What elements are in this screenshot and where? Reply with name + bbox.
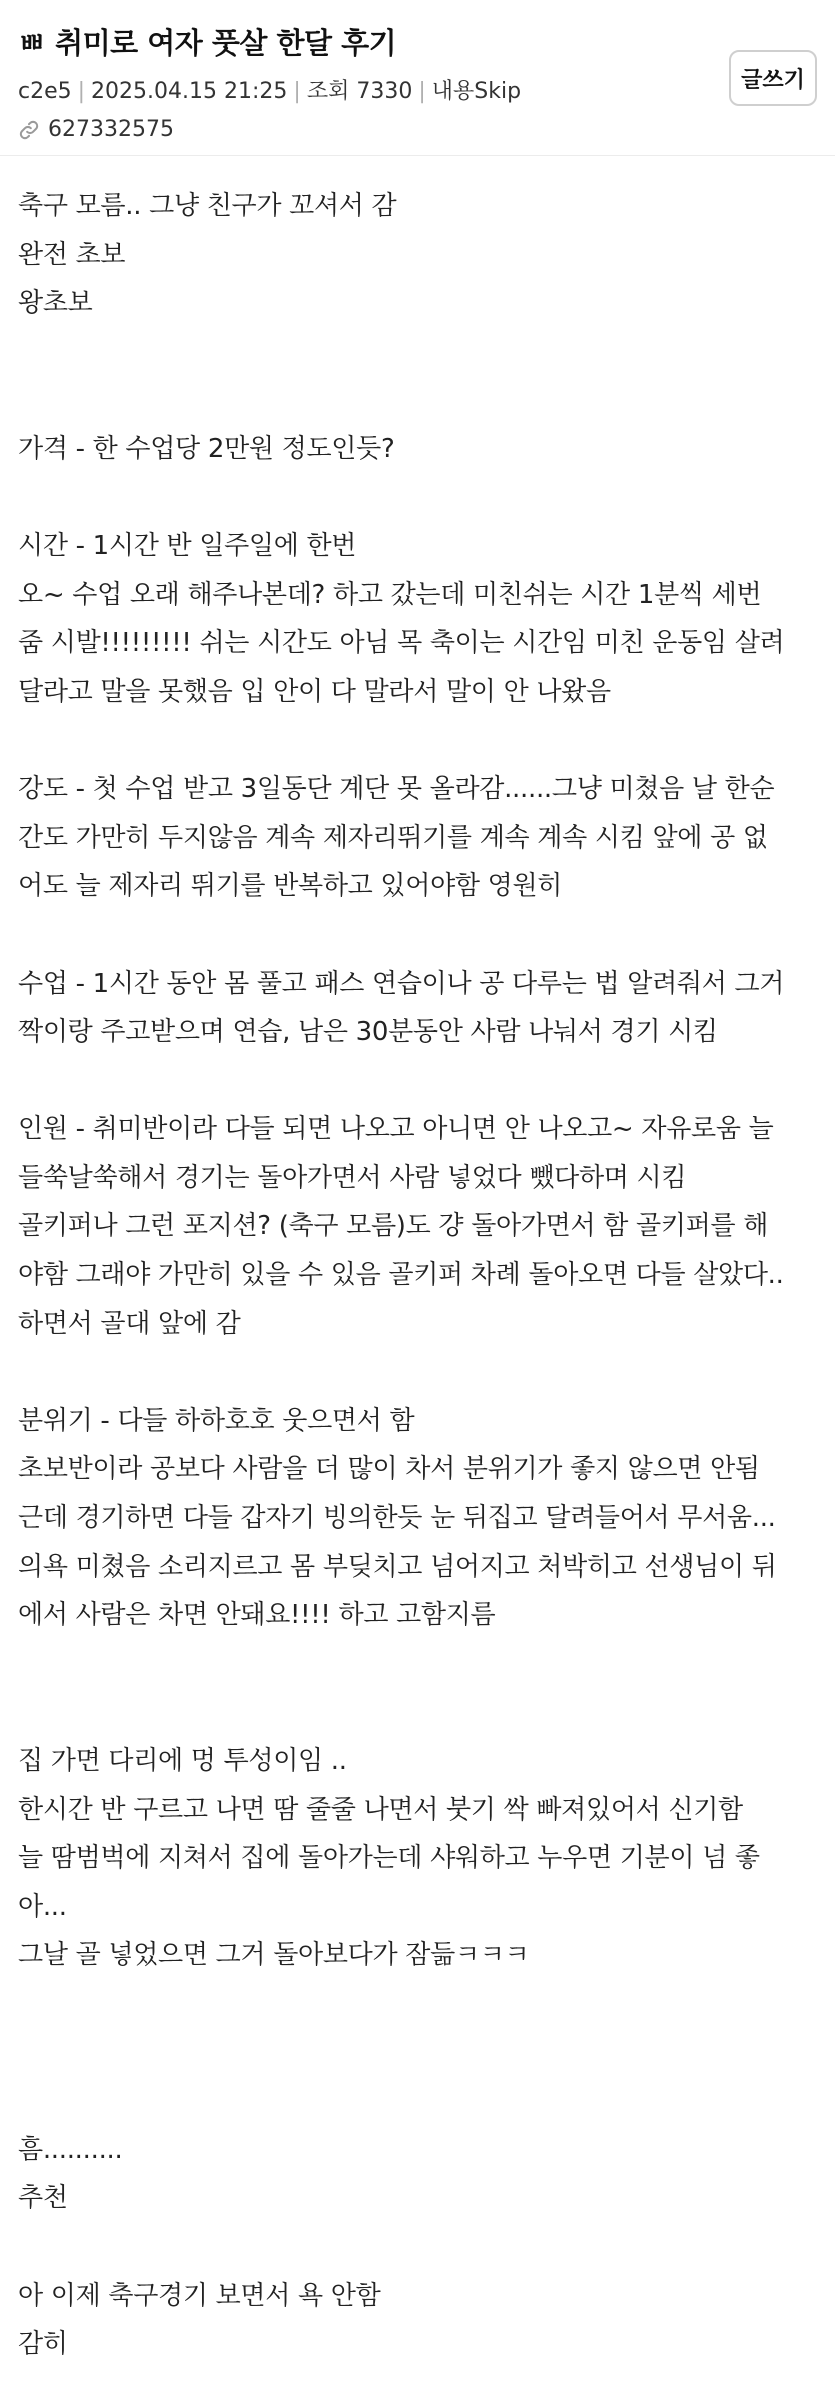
body-line: 완전 초보 bbox=[18, 239, 126, 270]
body-line bbox=[18, 376, 821, 425]
post-datetime: 2025.04.15 21:25 bbox=[91, 79, 288, 104]
body-line bbox=[18, 2077, 821, 2126]
body-line: 가격 - 한 수업당 2만원 정도인듯? bbox=[18, 433, 395, 464]
body-line bbox=[18, 328, 821, 377]
body-line: 집 가면 다리에 멍 투성이임 .. bbox=[18, 1746, 347, 1776]
body-line bbox=[18, 2029, 821, 2078]
body-line: 감히 bbox=[18, 2329, 68, 2360]
meta-divider: | bbox=[418, 79, 426, 104]
link-icon bbox=[18, 119, 40, 141]
author-name[interactable]: c2e5 bbox=[18, 79, 72, 104]
post-link[interactable] bbox=[18, 114, 815, 146]
body-line: 아 이제 축구경기 보면서 욕 안함 bbox=[18, 2280, 381, 2311]
body-line: 달라고 말을 못했음 입 안이 다 말라서 말이 안 나왔음 bbox=[18, 676, 611, 707]
meta-divider: | bbox=[77, 79, 86, 104]
body-line: 오~ 수업 오래 해주나본데? 하고 갔는데 미친쉬는 시간 1분씩 세번 bbox=[18, 579, 762, 610]
body-line bbox=[18, 1057, 821, 1106]
body-line: 축구 모름.. 그냥 친구가 꼬셔서 감 bbox=[18, 191, 397, 221]
body-line: 들쑥날쑥해서 경기는 돌아가면서 사람 넣었다 뺐다하며 시킴 bbox=[18, 1162, 687, 1193]
body-line bbox=[18, 1640, 821, 1689]
post-meta bbox=[18, 76, 815, 108]
body-line: 의욕 미쳤음 소리지르고 몸 부딪치고 넘어지고 처박히고 선생님이 뒤 bbox=[18, 1551, 777, 1582]
body-line bbox=[18, 717, 821, 766]
view-count: 조회 7330 bbox=[306, 79, 413, 104]
body-line bbox=[18, 474, 821, 523]
skip-content-link[interactable]: 내용Skip bbox=[431, 79, 522, 104]
body-line: 한시간 반 구르고 나면 땀 줄줄 나면서 붓기 싹 빠져있어서 신기함 bbox=[18, 1794, 743, 1825]
body-line: 에서 사람은 차면 안돼요!!!! 하고 고함지름 bbox=[18, 1600, 496, 1631]
body-line: 인원 - 취미반이라 다들 되면 나오고 아니면 안 나오고~ 자유로움 늘 bbox=[18, 1114, 774, 1145]
body-line: 시간 - 1시간 반 일주일에 한번 bbox=[18, 531, 357, 562]
body-line: 근데 경기하면 다들 갑자기 빙의한듯 눈 뒤집고 달려들어서 무서움... bbox=[18, 1503, 776, 1534]
body-line: 간도 가만히 두지않음 계속 제자리뛰기를 계속 계속 시킴 앞에 공 없 bbox=[18, 822, 768, 853]
body-line bbox=[18, 2223, 821, 2272]
body-line: 줌 시발!!!!!!!!! 쉬는 시간도 아님 목 축이는 시간임 미친 운동임 살려 bbox=[18, 628, 785, 659]
body-line: 분위기 - 다들 하하호호 웃으면서 함 bbox=[18, 1405, 415, 1436]
body-line: 골키퍼나 그런 포지션? (축구 모름)도 걍 돌아가면서 함 골키퍼를 해 bbox=[18, 1211, 769, 1242]
body-line: 초보반이라 공보다 사람을 더 많이 차서 분위기가 좋지 않으면 안됨 bbox=[18, 1454, 760, 1485]
body-line: 흠.......... bbox=[18, 2134, 123, 2165]
body-line: 어도 늘 제자리 뛰기를 반복하고 있어야함 영원히 bbox=[18, 871, 563, 902]
body-line: 수업 - 1시간 동안 몸 풀고 패스 연습이나 공 다루는 법 알려줘서 그거 bbox=[18, 968, 785, 999]
body-line: 그날 골 넣었으면 그거 돌아보다가 잠듦ㅋㅋㅋ bbox=[18, 1940, 530, 1971]
post-header bbox=[0, 0, 835, 156]
body-line: 아... bbox=[18, 1891, 67, 1922]
body-line bbox=[18, 1980, 821, 2029]
body-line: 왕초보 bbox=[18, 288, 93, 319]
meta-divider: | bbox=[293, 79, 301, 104]
body-line: 하면서 골대 앞에 감 bbox=[18, 1308, 241, 1339]
body-line: 짝이랑 주고받으며 연습, 남은 30분동안 사람 나눠서 경기 시킴 bbox=[18, 1017, 718, 1048]
body-line: 강도 - 첫 수업 받고 3일동단 계단 못 올라감......그냥 미쳤음 날 한순 bbox=[18, 774, 775, 805]
post-title: ㅃ 취미로 여자 풋살 한달 후기 bbox=[18, 26, 397, 60]
body-line: 야함 그래야 가만히 있을 수 있음 골키퍼 차례 돌아오면 다들 살았다.. bbox=[18, 1260, 784, 1291]
body-line bbox=[18, 1688, 821, 1737]
write-button[interactable]: 글쓰기 bbox=[729, 50, 817, 106]
body-line: 추천 bbox=[18, 2183, 68, 2214]
post-link-id: 627332575 bbox=[48, 117, 174, 142]
post-body bbox=[0, 156, 835, 2369]
body-line: 늘 땀범벅에 지쳐서 집에 돌아가는데 샤워하고 누우면 기분이 넘 좋 bbox=[18, 1843, 760, 1874]
body-line bbox=[18, 1348, 821, 1397]
body-line bbox=[18, 911, 821, 960]
